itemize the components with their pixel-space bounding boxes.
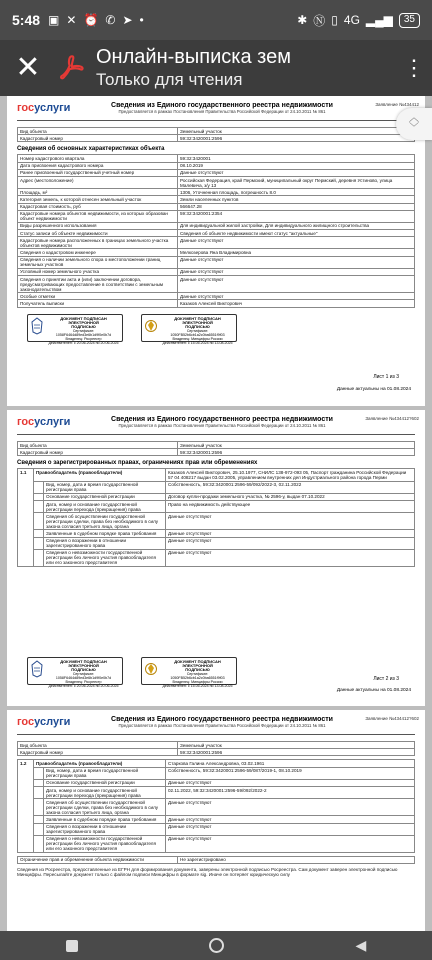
object-table [17,127,415,142]
row-value: Не зарегистрировано [178,856,415,863]
table-row [18,469,415,481]
row-value: 59:32:3420001:2354 [178,210,415,222]
row-label: Основание государственной регистрации [44,493,166,500]
table-row [18,169,415,176]
chevron-up-icon: ︿ [409,113,419,124]
table-row [18,549,415,566]
row-label: Виды разрешенного использования [18,222,178,229]
row-label: Адрес (местоположение) [18,176,178,188]
row-value: 1306, Уточненная площадь, погрешность 8.0 [178,189,415,196]
row-value: 02.11.2022, 59:32:3420001:2596-59/092/2022-2 [166,786,415,798]
table-row [18,196,415,203]
table-row [18,203,415,210]
row-label: Сведения о невозможности государственной регистрации без личного участия правообладателя или его законного представителя [44,835,166,852]
row-label: Кадастровый номер [18,135,178,142]
page-number: Лист 1 из 3 [373,374,399,380]
table-row [18,513,415,530]
status-bar [0,0,432,40]
row-value: Собственность, 59:32:3420001:2596-59/087/2019-1, 08.10.2019 [166,767,415,779]
gosuslugi-logo: госуслуги [17,716,71,728]
row-value: Старкова Галина Александровна, 03.02.1961 [166,760,415,767]
row-label: Ранее присвоенный государственный учетный номер [18,169,178,176]
signature-stamps [27,314,425,346]
row-label: Сведения о кадастровом инженере [18,249,178,256]
table-row [18,135,415,142]
table-row [18,256,415,268]
alarm-icon: ⏰ [83,13,99,27]
row-label: Дата присвоения кадастрового номера [18,162,178,169]
table-row [18,856,415,863]
header-title: Сведения из Единого государственного реестра недвижимости [111,716,333,723]
row-value: Данные отсутствуют [166,779,415,786]
header-basis: Предоставляется в рамках Постановления Правительства Российской Федерации от 24.10.2011 № 861 [118,109,326,114]
rosreestr-emblem-icon [30,317,44,335]
chevron-down-icon: ﹀ [409,123,419,134]
row-label: Вид объекта [18,128,178,135]
gosuslugi-logo: госуслуги [17,416,71,428]
row-label: Вид объекта [18,742,178,749]
row-label: Условный номер земельного участка [18,268,178,275]
row-value: 08.10.2019 [178,162,415,169]
row-label: Сведения о возражении в отношении зарегистрированного права [44,537,166,549]
pdf-viewer[interactable] [0,96,432,931]
signature-stamp-rosreestr: ДОКУМЕНТ ПОДПИСАН ЭЛЕКТРОННОЙ ПОДПИСЬЮ Сертификат: 1058F6464d89ed3e6b1d9f0e0b7d Владелец: Росреестр Действителен: с 20.06.2024 по 20.06.2025 [27,657,123,685]
pdf-page-2 [7,410,425,706]
row-label: Кадастровый номер [18,749,178,756]
row-label: Вид, номер, дата и время государственной регистрации права [44,767,166,779]
row-label: Заявленные в судебном порядке права требования [44,530,166,537]
page-header [7,710,425,734]
row-value: Для индивидуальной жилой застройки, Для индивидуального жилищного строительства [178,222,415,229]
table-row [18,481,415,493]
document-title: Онлайн-выписка зем [96,46,291,68]
table-row [18,537,415,549]
muted-icon: ✕ [66,13,77,27]
row-label: Площадь, м² [18,189,178,196]
pdf-page-1 [7,96,425,406]
right-number: 1.1 [18,469,34,567]
russia-emblem-icon [144,660,158,678]
table-row [18,493,415,500]
table-row [18,799,415,816]
table-row [18,128,415,135]
row-label: Сведения об осуществлении государственной регистрации сделки, права без необходимого в силу закона согласия третьего лица, органа [44,799,166,816]
row-value: Данные отсутствуют [178,237,415,249]
footnote: Сведения из Росреестра, предоставленные из ЕГРН для формирования документа, заверены электронной подписью Росреестра. Сам документ заверен электронной подписью Минцифры. Пересылайте документ только с файлом подписи Минцифры в формате sig. Иначе он потеряет юридическую силу [17,867,398,878]
actual-date: Данные актуальны на 01.08.2024 [336,688,411,693]
row-value: Данные отсутствуют [178,256,415,268]
row-value: 59:32:3420001 [178,155,415,162]
table-row [18,767,415,779]
section-title: Сведения об основных характеристиках объекта [17,146,165,153]
row-label: Ограничение прав и обременение объекта недвижимости [18,856,178,863]
object-table [17,741,415,756]
row-label: Заявленные в судебном порядке права требования [44,816,166,823]
russia-emblem-icon [144,317,158,335]
table-row [18,816,415,823]
table-row [18,176,415,188]
header-basis: Предоставляется в рамках Постановления Правительства Российской Федерации от 24.10.2011 № 861 [118,423,326,428]
row-value: Данные отсутствуют [166,513,415,530]
signature-stamp-rosreestr: ДОКУМЕНТ ПОДПИСАН ЭЛЕКТРОННОЙ ПОДПИСЬЮ Сертификат: 1058F6464d89ed3e6b1d9f0e0b7d Владелец: Росреестр Действителен: с 20.06.2024 по 20.06.2025 [27,314,123,342]
table-row [18,779,415,786]
row-label: Сведения об осуществлении государственной регистрации сделки, права без необходимого в силу закона согласия третьего лица, органа [44,513,166,530]
signature-stamp-mintsifry: ДОКУМЕНТ ПОДПИСАН ЭЛЕКТРОННОЙ ПОДПИСЬЮ Сертификат: 1050FB52b6cb1a2c0ba6551f9f03 Владелец: Минцифры России Действителен: с 15.05.2024 по 13.08.2025 [141,314,237,342]
row-value: Земли населенных пунктов [178,196,415,203]
table-row [18,835,415,852]
more-options-icon[interactable]: ⋮ [403,55,425,80]
row-label: Кадастровые номера расположенных в границах земельного участка объектов недвижимости [18,237,178,249]
table-row [18,442,415,449]
table-row [18,530,415,537]
row-value: Земельный участок [178,128,415,135]
battery-icon: 35 [399,13,420,28]
row-label: Правообладатель (правообладатели) [34,760,166,767]
row-value: Казаков Алексей Викторович [178,300,415,307]
row-label: Сведения о возражении в отношении зарегистрированного права [44,823,166,835]
row-value: Данные отсутствуют [178,276,415,293]
image-notification-icon: ▣ [48,13,60,27]
row-label: Дата, номер и основание государственной регистрации перехода (прекращения) права [44,786,166,798]
row-label: Особые отметки [18,293,178,300]
telegram-icon: ➤ [122,13,133,27]
row-value: Мелкозерова Яна Владимировна [178,249,415,256]
rosreestr-emblem-icon [30,660,44,678]
row-label: Кадастровая стоимость, руб [18,203,178,210]
header-title: Сведения из Единого государственного реестра недвижимости [111,416,333,423]
table-row [18,749,415,756]
table-row [18,293,415,300]
signature-stamps [27,657,425,689]
navigation-bar [0,931,432,960]
row-label: Сведения о невозможности государственной регистрации без личного участия правообладателя или его законного представителя [44,549,166,566]
request-number: Заявление №434412?602 [365,416,419,421]
close-icon[interactable]: ✕ [15,51,41,84]
page-header [7,96,425,120]
row-label: Сведения о наличии земельного спора о местоположении границ земельных участков [18,256,178,268]
row-value: 566647.28 [178,203,415,210]
vibrate-icon: ▯ [331,13,338,27]
row-value: Российская Федерация, край Пермский, муниципальный округ Пермский, деревня Устиново, улица Малевича, з/у 13 [178,176,415,188]
row-value: Данные отсутствуют [166,549,415,566]
network-type: 4G [343,13,360,27]
row-value: Данные отсутствуют [166,799,415,816]
page-number: Лист 2 из 3 [373,676,399,682]
table-row [18,823,415,835]
app-bar [0,40,432,96]
row-value: Данные отсутствуют [166,537,415,549]
row-value: 59:32:3420001:2596 [178,135,415,142]
table-row [18,276,415,293]
recent-apps-button[interactable] [66,940,78,952]
row-label: Кадастровый номер [18,449,178,456]
table-row [18,230,415,237]
request-number: Заявление №434412?602 [365,716,419,721]
signal-icon: ▂▄▆ [365,13,393,27]
back-icon[interactable]: ◀ [355,937,367,953]
header-basis: Предоставляется в рамках Постановления Правительства Российской Федерации от 24.10.2011 № 861 [118,723,326,728]
row-label: Получатель выписки [18,300,178,307]
row-value: Данные отсутствуют [166,816,415,823]
row-label: Кадастровые номера объектов недвижимости, из которых образован объект недвижимости [18,210,178,222]
read-only-label: Только для чтения [96,70,243,89]
table-row [18,449,415,456]
row-label: Статус записи об объекте недвижимости [18,230,178,237]
table-row [18,189,415,196]
nfc-icon: Ⓝ [313,13,326,28]
table-row [18,760,415,767]
table-row [18,237,415,249]
table-row [18,249,415,256]
row-value: Данные отсутствуют [166,835,415,852]
header-title: Сведения из Единого государственного реестра недвижимости [111,102,333,109]
gosuslugi-logo: госуслуги [17,102,71,114]
right-number: 1.2 [18,760,34,853]
row-value: Сведения об объекте недвижимости имеют статус "актуальные" [178,230,415,237]
table-row [18,268,415,275]
row-label: Дата, номер и основание государственной регистрации перехода (прекращения) права [44,500,166,512]
table-row [18,742,415,749]
row-value: Данные отсутствуют [166,530,415,537]
row-value: Земельный участок [178,742,415,749]
row-label: Вид объекта [18,442,178,449]
table-row [18,500,415,512]
row-value: Право на недвижимость действующее [166,500,415,512]
row-label: Правообладатель (правообладатели) [34,469,166,481]
table-row [18,155,415,162]
row-value: Данные отсутствуют [178,293,415,300]
table-row [18,210,415,222]
object-table [17,441,415,456]
actual-date: Данные актуальны на 01.08.2024 [336,387,411,392]
request-number: Заявление №434412 [375,102,419,107]
table-row [18,300,415,307]
rights-table [17,759,415,853]
bluetooth-icon: ✱ [297,13,308,27]
row-value: Данные отсутствуют [166,823,415,835]
row-label: Основание государственной регистрации [44,779,166,786]
row-label: Номер кадастрового квартала [18,155,178,162]
viber-icon: ✆ [105,13,116,27]
page-header [7,410,425,434]
row-label: Категория земель, к которой отнесен земельный участок [18,196,178,203]
row-label: Сведения о принятии акта и (или) заключении договора, предусматривающих предоставление в соответствии с земельным законодательством [18,276,178,293]
section-title: Сведения о зарегистрированных правах, ограничениях прав или обременениях [17,460,258,467]
status-time: 5:48 [12,12,41,28]
table-row [18,786,415,798]
home-button[interactable] [209,938,224,953]
pdf-icon [58,54,86,82]
row-value: Данные отсутствуют [178,268,415,275]
row-value: Данные отсутствуют [178,169,415,176]
row-value: 59:32:3420001:2596 [178,749,415,756]
row-value: Казаков Алексей Викторович, 25.10.1977, СНИЛС 138-972-093 05, Паспорт гражданина Российской Федерации 57 04 408217 выдан 03.02.2005, управлением внутренних дел Индустриального района города Перми [166,469,415,481]
pdf-page-3 [7,710,425,931]
page-scroll-button[interactable] [396,108,432,140]
signature-stamp-mintsifry: ДОКУМЕНТ ПОДПИСАН ЭЛЕКТРОННОЙ ПОДПИСЬЮ Сертификат: 1050FB52b6cb1a2c0ba6551f9f03 Владелец: Минцифры России Действителен: с 15.05.2024 по 13.08.2025 [141,657,237,685]
restrictions-table [17,856,415,864]
table-row [18,222,415,229]
row-value: 59:32:3420001:2596 [178,449,415,456]
row-value: Договор купли-продажи земельного участка, № 2596-у, выдан 07.10.2022 [166,493,415,500]
characteristics-table [17,154,415,307]
row-label: Вид, номер, дата и время государственной регистрации права [44,481,166,493]
row-value: Земельный участок [178,442,415,449]
table-row [18,162,415,169]
more-notifications-icon: • [139,13,144,27]
rights-table [17,468,415,567]
row-value: Собственность, 59:32:3420001:2596-59/092/2022-3, 02.11.2022 [166,481,415,493]
